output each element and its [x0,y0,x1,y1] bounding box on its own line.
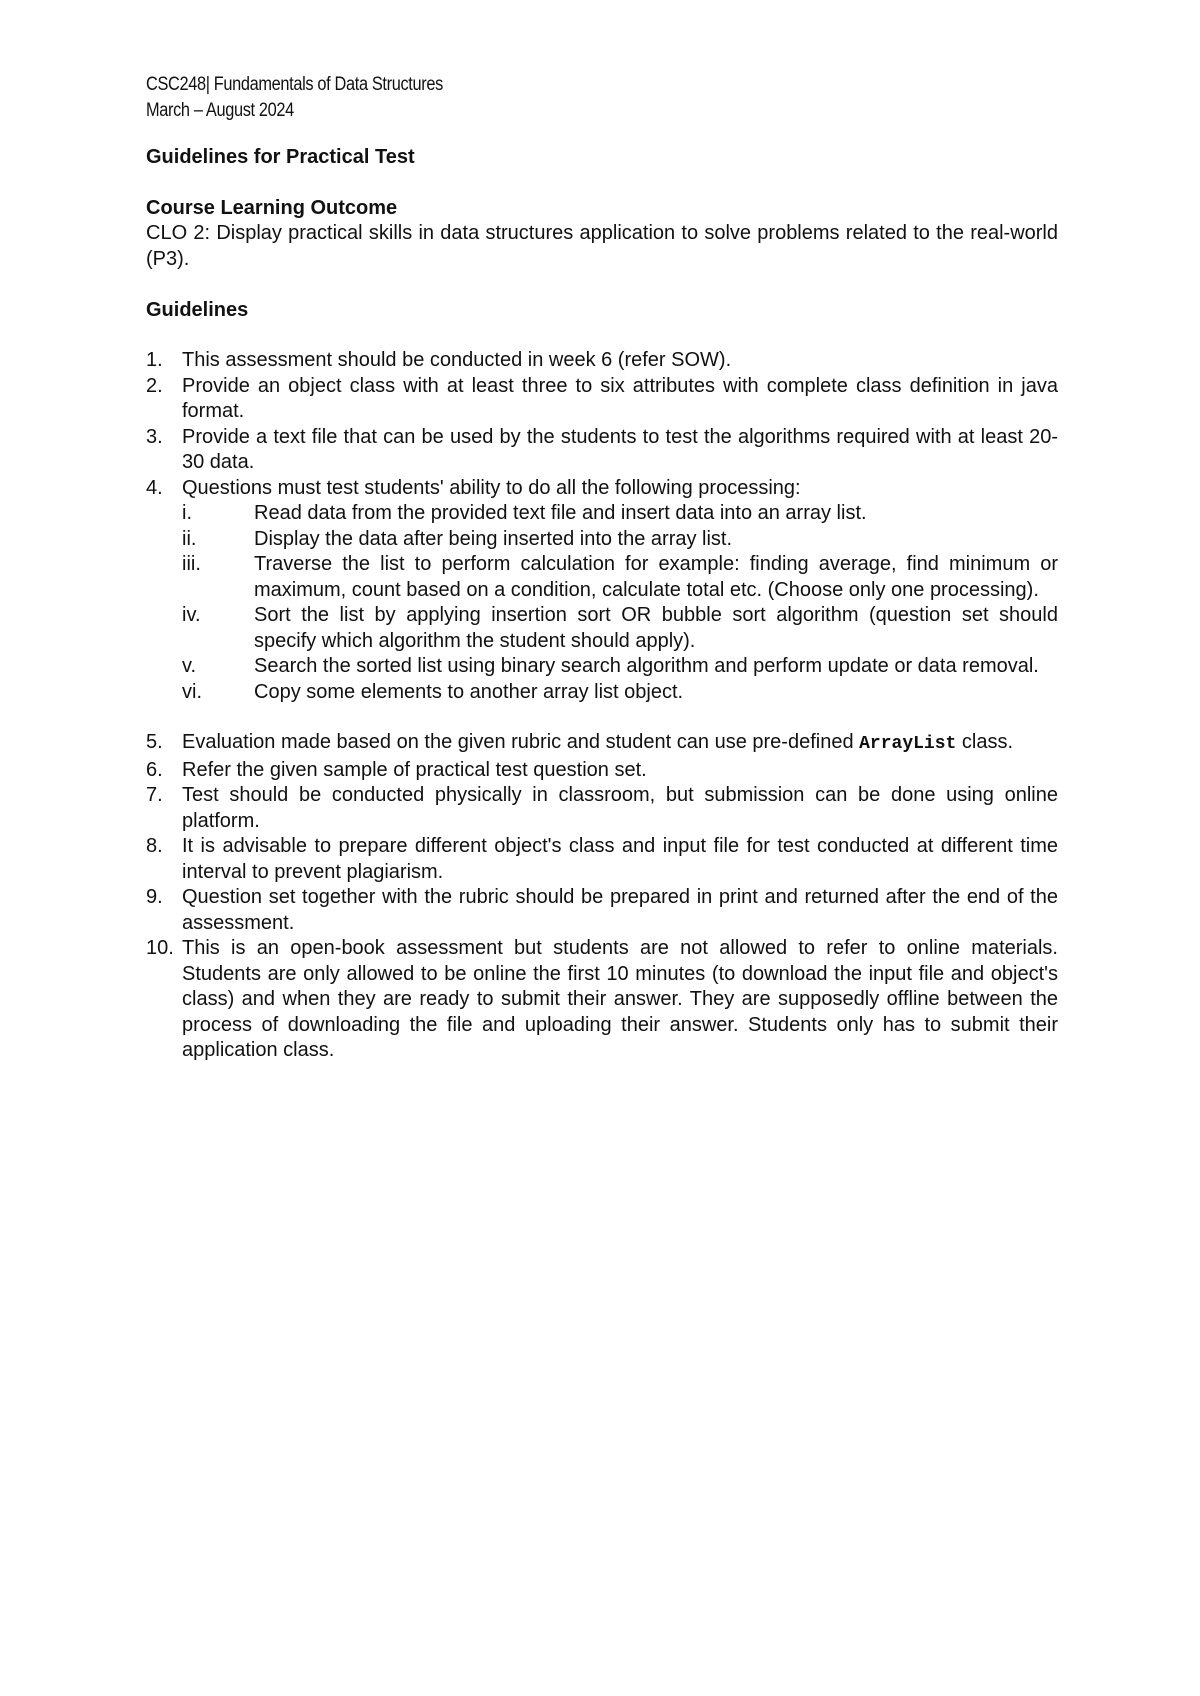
document-page [146,72,1058,1064]
item-text-end: class. [956,731,1014,753]
item-number: 5. [146,731,163,753]
sublist-item [182,603,1058,654]
item-text: Test should be conducted physically in classroom, but submission can be done using online platform. [182,784,1058,832]
item-text: Question set together with the rubric should be prepared in print and returned after the end of the assessment. [182,886,1058,934]
subitem-number: ii. [182,527,197,550]
subitem-number: vi. [182,680,202,703]
item-text: This assessment should be conducted in week 6 (refer SOW). [182,349,732,371]
item-number: 3. [146,425,163,448]
item-text: This is an open-book assessment but students are not allowed to refer to online materials. Students are only allowed to be online the first 10 minutes (to download the input file and object's class) and when they are ready to submit their answer. They are supposedly offline between the process of downloading the file and uploading their answer. Students only has to submit their application class. [182,937,1058,1061]
item-number: 10. [146,937,174,959]
sublist-item [182,552,1058,603]
item-text: Provide an object class with at least three to six attributes with complete class definition in java format. [182,374,1058,422]
term-header: March – August 2024 [146,100,294,121]
guidelines-heading: Guidelines [146,299,249,321]
item-number: 4. [146,476,163,499]
list-spacer [182,705,1058,730]
subitem-number: i. [182,502,192,524]
document-title: Guidelines for Practical Test [146,146,415,168]
list-item [146,476,1058,731]
list-item [146,885,1058,936]
guidelines-list [146,348,1058,1064]
sublist-item [182,680,1058,706]
item-number: 8. [146,835,163,857]
list-item [146,783,1058,834]
item-number: 1. [146,349,163,371]
subitem-number: iv. [182,604,201,626]
list-item [146,730,1058,758]
item-text: Evaluation made based on the given rubric and student can use pre-defined [182,731,860,753]
subitem-number: v. [182,655,197,677]
arraylist-code: ArrayList [859,734,957,754]
list-item [146,348,1058,374]
list-item [146,758,1058,784]
list-item [146,425,1058,476]
sublist-item [182,527,1058,553]
subitem-number: iii. [182,553,201,575]
clo-text: CLO 2: Display practical skills in data structures application to solve problems related to the real-world (P3). [146,222,1058,270]
subitem-text: Traverse the list to perform calculation for example: finding average, find minimum or maximum, count based on a condition, calculate total etc. (Choose only one processing). [254,553,1058,601]
subitem-text: Search the sorted list using binary search algorithm and perform update or data removal. [254,655,1039,677]
sublist-item [182,501,1058,527]
course-header: CSC248| Fundamentals of Data Structures [146,74,443,95]
item-text: It is advisable to prepare different object's class and input file for test conducted at different time interval to prevent plagiarism. [182,835,1058,883]
list-item [146,834,1058,885]
item-number: 9. [146,886,163,908]
clo-heading: Course Learning Outcome [146,197,398,219]
list-item [146,936,1058,1064]
item-text: Provide a text file that can be used by the students to test the algorithms required with at least 20-30 data. [182,425,1058,473]
item-number: 2. [146,374,163,397]
subitem-text: Read data from the provided text file and insert data into an array list. [254,502,867,524]
processing-sublist [182,501,1058,705]
list-item [146,374,1058,425]
subitem-text: Sort the list by applying insertion sort OR bubble sort algorithm (question set should specify which algorithm the student should apply). [254,604,1058,652]
item-text: Refer the given sample of practical test question set. [182,758,647,781]
item-number: 6. [146,758,163,781]
sublist-item [182,654,1058,680]
item-text: Questions must test students' ability to do all the following processing: [182,476,801,499]
item-number: 7. [146,784,163,806]
subitem-text: Display the data after being inserted into the array list. [254,527,733,550]
subitem-text: Copy some elements to another array list object. [254,680,684,703]
